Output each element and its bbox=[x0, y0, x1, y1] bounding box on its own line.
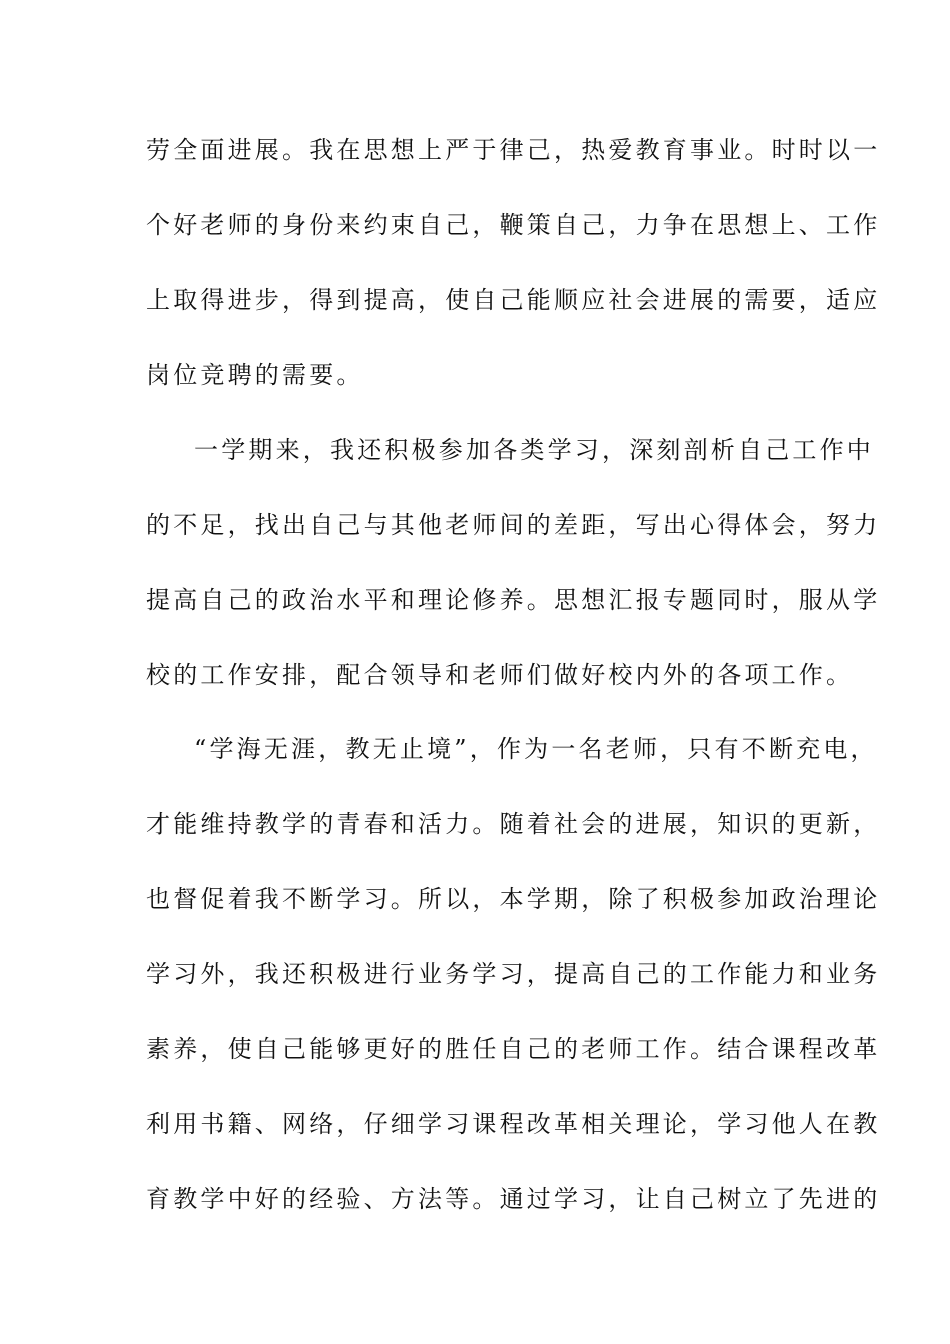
text-line: 的不足，找出自己与其他老师间的差距，写出心得体会，努力 bbox=[146, 511, 881, 539]
text-line: 也督促着我不断学习。所以，本学期，除了积极参加政治理论 bbox=[146, 885, 881, 913]
text-line: 育教学中好的经验、方法等。通过学习，让自己树立了先进的 bbox=[146, 1185, 881, 1213]
text-line: 个好老师的身份来约束自己，鞭策自己，力争在思想上、工作 bbox=[146, 211, 881, 239]
text-line: 校的工作安排，配合领导和老师们做好校内外的各项工作。 bbox=[146, 661, 854, 689]
text-line: 提高自己的政治水平和理论修养。思想汇报专题同时，服从学 bbox=[146, 586, 881, 614]
text-line: 岗位竞聘的需要。 bbox=[146, 361, 364, 389]
text-line: 才能维持教学的青春和活力。随着社会的进展，知识的更新， bbox=[146, 810, 881, 838]
text-line: 素养，使自己能够更好的胜任自己的老师工作。结合课程改革 bbox=[146, 1035, 881, 1063]
text-line: 学习外，我还积极进行业务学习，提高自己的工作能力和业务 bbox=[146, 960, 881, 988]
text-line: 上取得进步，得到提高，使自己能顺应社会进展的需要，适应 bbox=[146, 286, 881, 314]
paragraph-first-line: “学海无涯，教无止境”，作为一名老师，只有不断充电， bbox=[194, 735, 878, 763]
text-line: 利用书籍、网络，仔细学习课程改革相关理论，学习他人在教 bbox=[146, 1110, 881, 1138]
text-line: 劳全面进展。我在思想上严于律己，热爱教育事业。时时以一 bbox=[146, 136, 881, 164]
paragraph-first-line: 一学期来，我还积极参加各类学习，深刻剖析自己工作中 bbox=[194, 436, 874, 464]
